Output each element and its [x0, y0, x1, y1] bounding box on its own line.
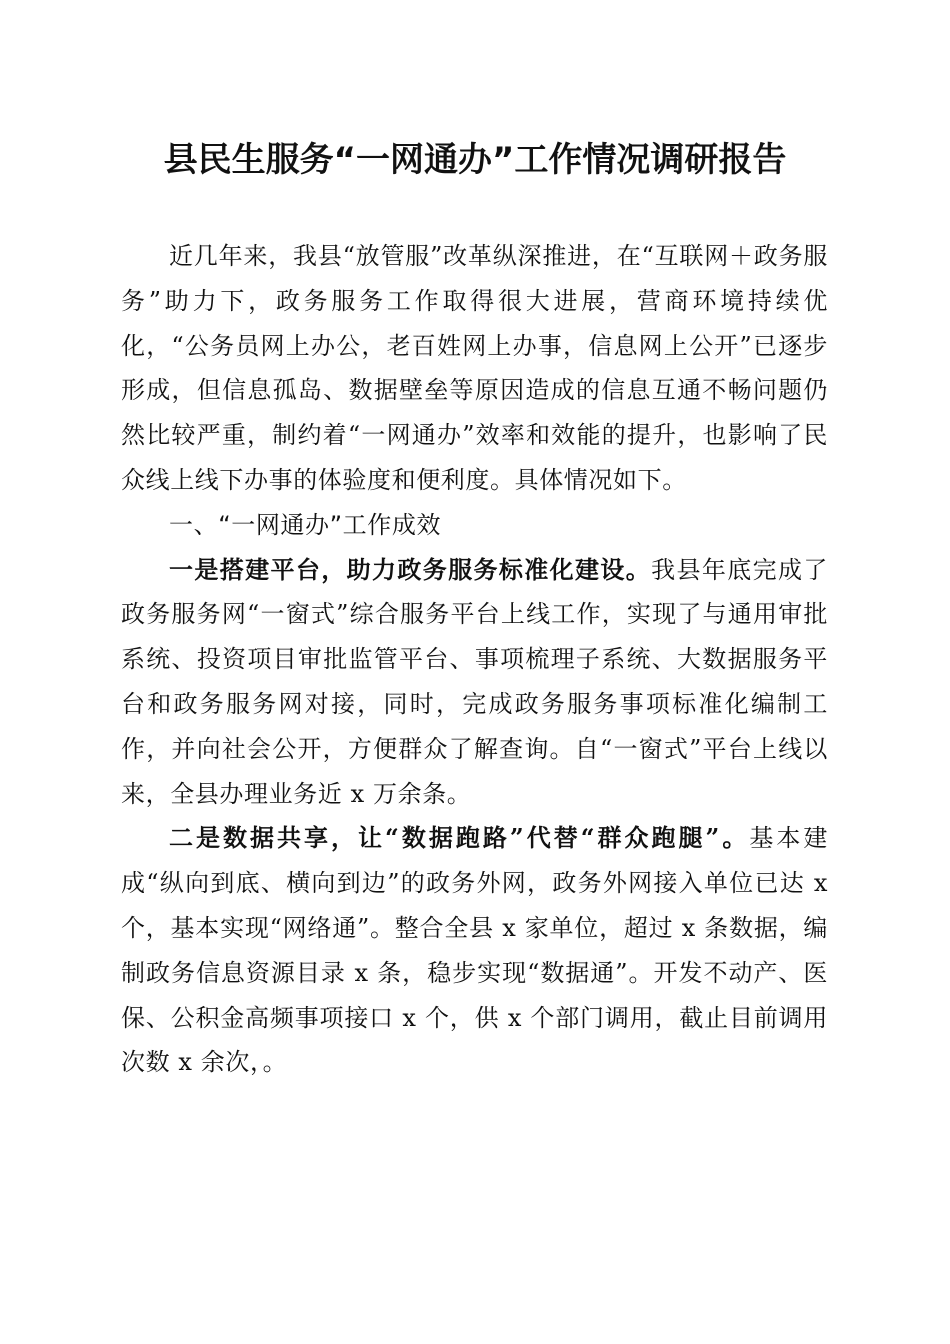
paragraph-lead: 二是数据共享，让“数据跑路”代替“群众跑腿”。 [169, 823, 750, 853]
paragraph-text: 基本建成“纵向到底、横向到边”的政务外网，政务外网接入单位已达 x 个，基本实现“网络通”。整合全县 x 家单位，超过 x 条数据，编制政务信息资源目录 x 条，稳步实现“数据通”。开发不动产、医保、公积金高频事项接口 x 个，供 x 个部门调用，截止目前调用次数 x 余次，。 [121, 824, 828, 1077]
achievement-paragraph-2 [121, 816, 828, 1085]
document-title: 县民生服务“一网通办”工作情况调研报告 [163, 140, 787, 180]
intro-paragraph: 近几年来，我县“放管服”改革纵深推进，在“互联网＋政务服务”助力下，政务服务工作取得很大进展，营商环境持续优化，“公务员网上办公，老百姓网上办事，信息网上公开”已逐步形成，但信息孤岛、数据壁垒等原因造成的信息互通不畅问题仍然比较严重，制约着“一网通办”效率和效能的提升，也影响了民众线上线下办事的体验度和便利度。具体情况如下。 [121, 242, 828, 494]
achievement-paragraph-1 [121, 548, 828, 817]
section-heading: 一、“一网通办”工作成效 [169, 510, 442, 539]
paragraph-text: 我县年底完成了政务服务网“一窗式”综合服务平台上线工作，实现了与通用审批系统、投资项目审批监管平台、事项梳理子系统、大数据服务平台和政务服务网对接，同时，完成政务服务事项标准化编制工作，并向社会公开，方便群众了解查询。自“一窗式”平台上线以来，全县办理业务近 x 万余条。 [121, 555, 828, 808]
document-body [121, 234, 828, 1085]
paragraph-lead: 一是搭建平台，助力政务服务标准化建设。 [169, 554, 652, 584]
